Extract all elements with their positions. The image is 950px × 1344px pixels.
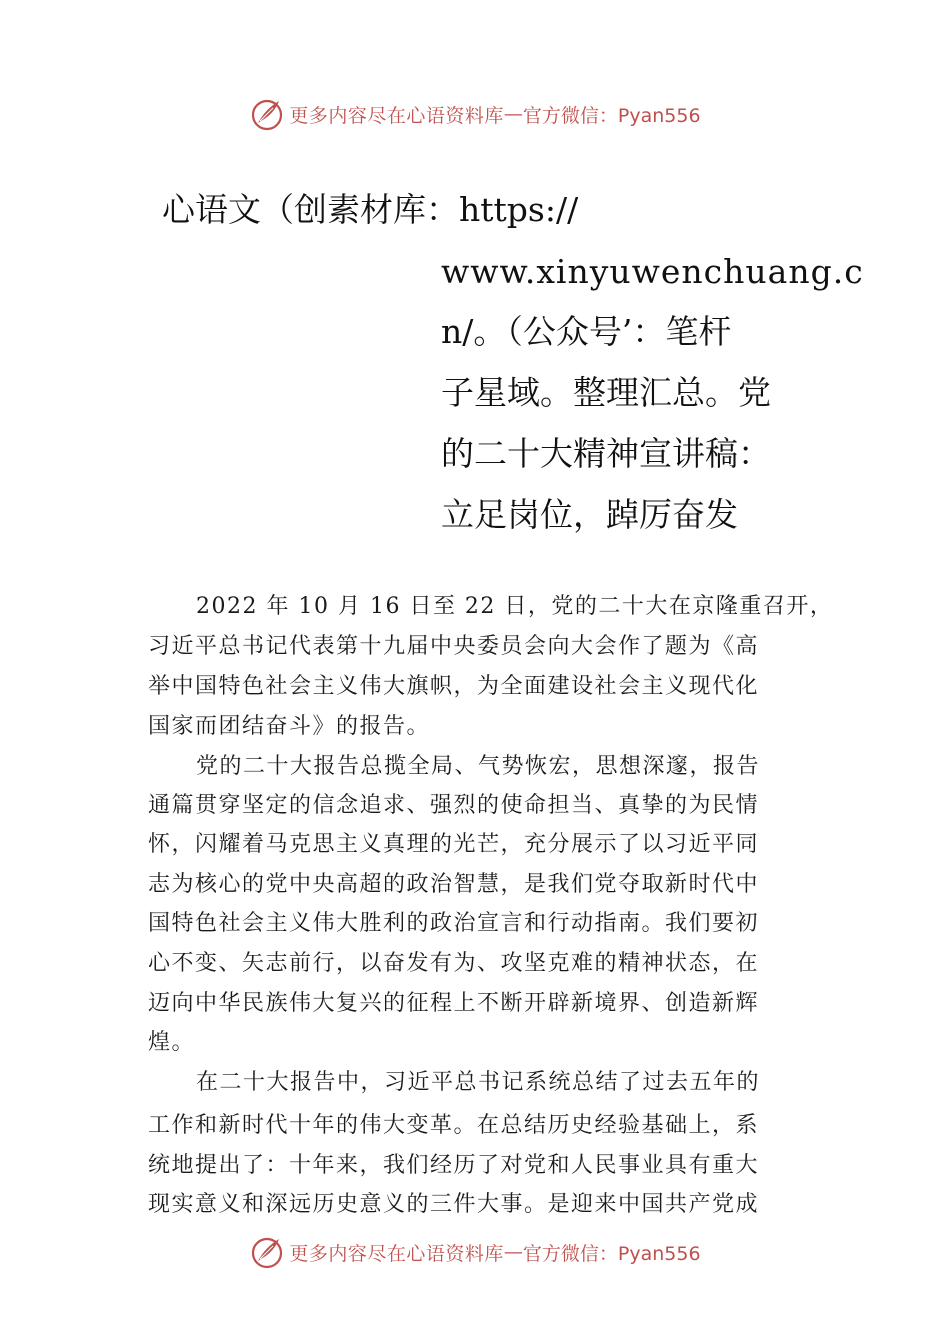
body-line: 煌。 <box>148 1030 196 1055</box>
body-line: 在二十大报告中，习近平总书记系统总结了过去五年的 <box>196 1070 761 1095</box>
banner-separator: — <box>503 103 523 125</box>
banner-wechat-id: 官方微信：Pyan556 <box>522 104 701 127</box>
banner-slogan: 更多内容尽在心语资料库 <box>289 1242 504 1265</box>
title-line: n/。（公众号’：笔杆 <box>441 312 732 351</box>
banner-slogan: 更多内容尽在心语资料库 <box>289 104 504 127</box>
body-line: 现实意义和深远历史意义的三件大事。是迎来中国共产党成 <box>148 1192 760 1217</box>
title-line: 的二十大精神宣讲稿： <box>441 434 771 473</box>
body-line: 党的二十大报告总揽全局、气势恢宏，思想深邃，报告 <box>196 754 761 779</box>
title-line: www.xinyuwenchuang.c <box>441 252 864 291</box>
header-banner <box>0 94 950 134</box>
body-line: 怀，闪耀着马克思主义真理的光芒，充分展示了以习近平同 <box>148 832 760 857</box>
body-line: 举中国特色社会主义伟大旗帜，为全面建设社会主义现代化 <box>148 674 760 699</box>
banner-wechat-id: 官方微信：Pyan556 <box>522 1242 701 1265</box>
feather-logo-icon <box>249 1234 285 1270</box>
body-line: 工作和新时代十年的伟大变革。在总结历史经验基础上，系 <box>148 1113 760 1138</box>
title-line: 心语文（创素材库：https:// <box>162 190 579 229</box>
body-line: 习近平总书记代表第十九届中央委员会向大会作了题为《高 <box>148 634 760 659</box>
body-line: 2022 年 10 月 16 日至 22 日，党的二十大在京隆重召开， <box>196 594 834 619</box>
title-line: 子星域。整理汇总。党 <box>441 373 771 412</box>
body-line: 国家而团结奋斗》的报告。 <box>148 714 431 739</box>
body-line: 统地提出了：十年来，我们经历了对党和人民事业具有重大 <box>148 1153 760 1178</box>
body-line: 迈向中华民族伟大复兴的征程上不断开辟新境界、创造新辉 <box>148 991 760 1016</box>
body-line: 心不变、矢志前行，以奋发有为、攻坚克难的精神状态，在 <box>148 951 760 976</box>
footer-banner <box>0 1232 950 1272</box>
body-line: 志为核心的党中央高超的政治智慧，是我们党夺取新时代中 <box>148 872 760 897</box>
title-line: 立足岗位，踔厉奋发 <box>441 495 738 534</box>
feather-logo-icon <box>249 96 285 132</box>
body-line: 国特色社会主义伟大胜利的政治宣言和行动指南。我们要初 <box>148 911 760 936</box>
banner-separator: — <box>503 1241 523 1263</box>
body-line: 通篇贯穿坚定的信念追求、强烈的使命担当、真挚的为民情 <box>148 793 760 818</box>
